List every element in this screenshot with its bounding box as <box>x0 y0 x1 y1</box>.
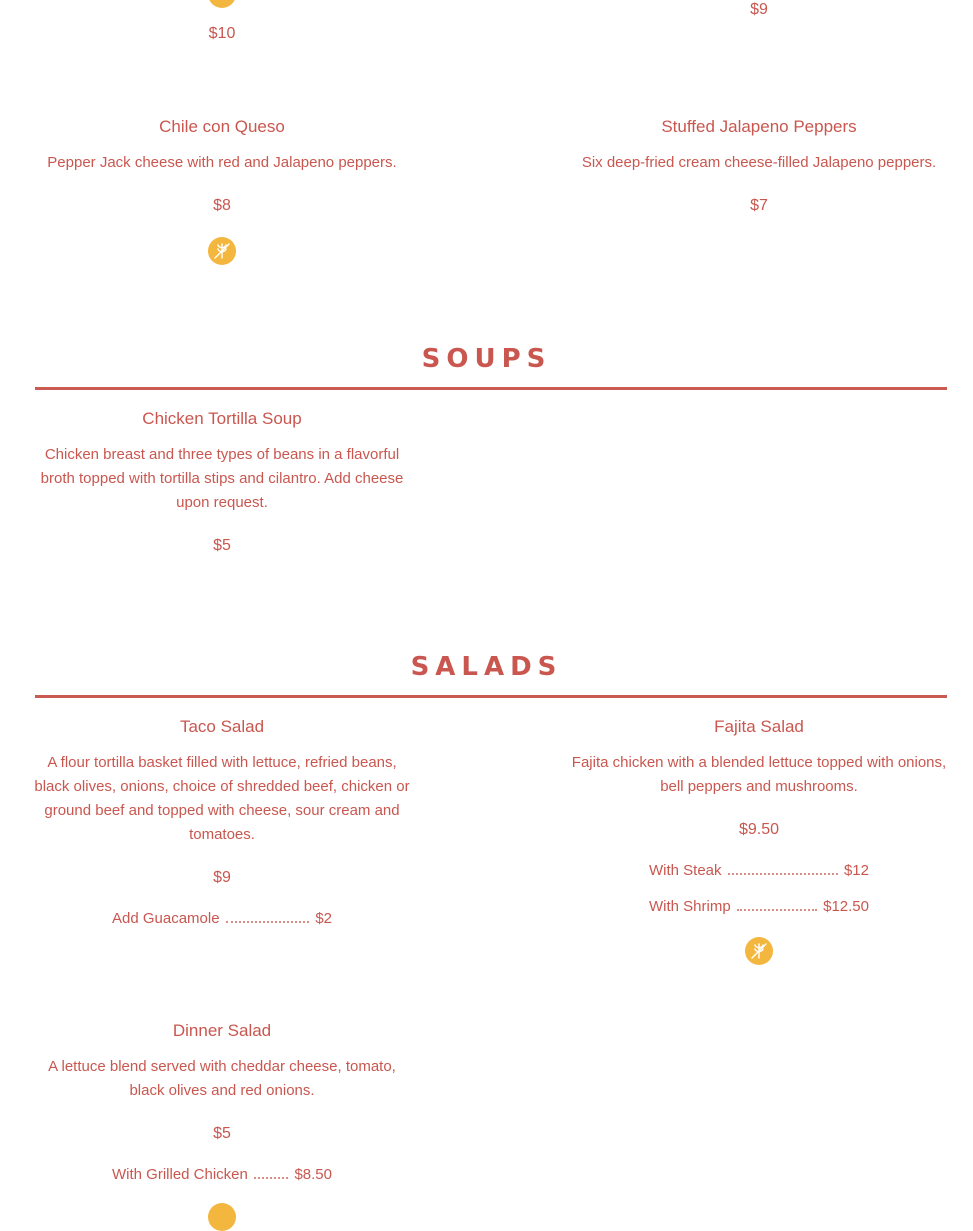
menu-item-option <box>112 1165 332 1185</box>
option-price: $8.50 <box>294 1166 332 1183</box>
menu-item-name: Fajita Salad <box>714 717 804 736</box>
option-label: With Shrimp <box>649 898 731 915</box>
option-label: With Steak <box>649 862 722 879</box>
menu-item-description <box>559 751 959 799</box>
leader-dots <box>226 909 310 923</box>
menu-item-price: $9 <box>213 869 231 886</box>
leader-dots <box>737 897 817 911</box>
description-line: Chicken breast and three types of beans in a flavorful <box>44 446 400 463</box>
menu-item-description <box>22 1055 422 1103</box>
description-line: broth topped with tortilla stips and cilantro. Add cheese <box>40 470 404 487</box>
description-line: ground beef and topped with cheese, sour cream and <box>44 802 400 819</box>
option-price: $12 <box>843 862 869 879</box>
section-divider <box>35 695 947 698</box>
description-line: black olives, onions, choice of shredded beef, chicken or <box>34 778 410 795</box>
menu-item-name: Stuffed Jalapeno Peppers <box>661 117 857 136</box>
gluten-free-icon <box>745 937 773 965</box>
menu-item-name: Chile con Queso <box>159 117 285 136</box>
description-line: tomatoes. <box>189 826 255 843</box>
gluten-free-icon <box>208 237 236 265</box>
menu-item-price: $10 <box>208 25 236 42</box>
menu-item-description: Pepper Jack cheese with red and Jalapeno peppers. <box>47 154 397 171</box>
menu-item-price: $8 <box>213 197 231 214</box>
menu-item-price: $9 <box>750 1 768 18</box>
option-label: Add Guacamole <box>112 910 220 927</box>
description-line: black olives and red onions. <box>129 1082 315 1099</box>
gluten-free-icon <box>208 0 236 8</box>
menu-item-description <box>22 443 422 515</box>
menu-item-name: Chicken Tortilla Soup <box>142 409 302 428</box>
menu-item-option <box>112 909 332 929</box>
description-line: Fajita chicken with a blended lettuce topped with onions, <box>571 754 947 771</box>
section-divider <box>35 387 947 390</box>
description-line: bell peppers and mushrooms. <box>660 778 858 795</box>
leader-dots <box>728 861 838 875</box>
menu-item-price: $5 <box>213 1125 231 1142</box>
menu-item-price: $9.50 <box>738 821 780 838</box>
description-line: upon request. <box>176 494 268 511</box>
description-line: A flour tortilla basket filled with lettuce, refried beans, <box>47 754 397 771</box>
menu-item-price: $7 <box>750 197 768 214</box>
option-label: With Grilled Chicken <box>112 1166 248 1183</box>
leader-dots <box>254 1165 289 1179</box>
section-title-soups: SOUPS <box>421 344 552 374</box>
menu-item-option <box>649 897 869 917</box>
description-line: A lettuce blend served with cheddar cheese, tomato, <box>48 1058 396 1075</box>
menu-item-description: Six deep-fried cream cheese-filled Jalapeno peppers. <box>581 154 937 171</box>
menu-item-option <box>649 861 869 881</box>
menu-item-price: $5 <box>213 537 231 554</box>
menu-item-name: Taco Salad <box>179 717 265 736</box>
option-price: $2 <box>315 910 332 927</box>
section-title-salads: SALADS <box>410 652 563 682</box>
gluten-free-icon <box>208 1203 236 1231</box>
option-price: $12.50 <box>823 898 869 915</box>
menu-item-description <box>22 751 422 847</box>
menu-item-name: Dinner Salad <box>172 1021 272 1040</box>
